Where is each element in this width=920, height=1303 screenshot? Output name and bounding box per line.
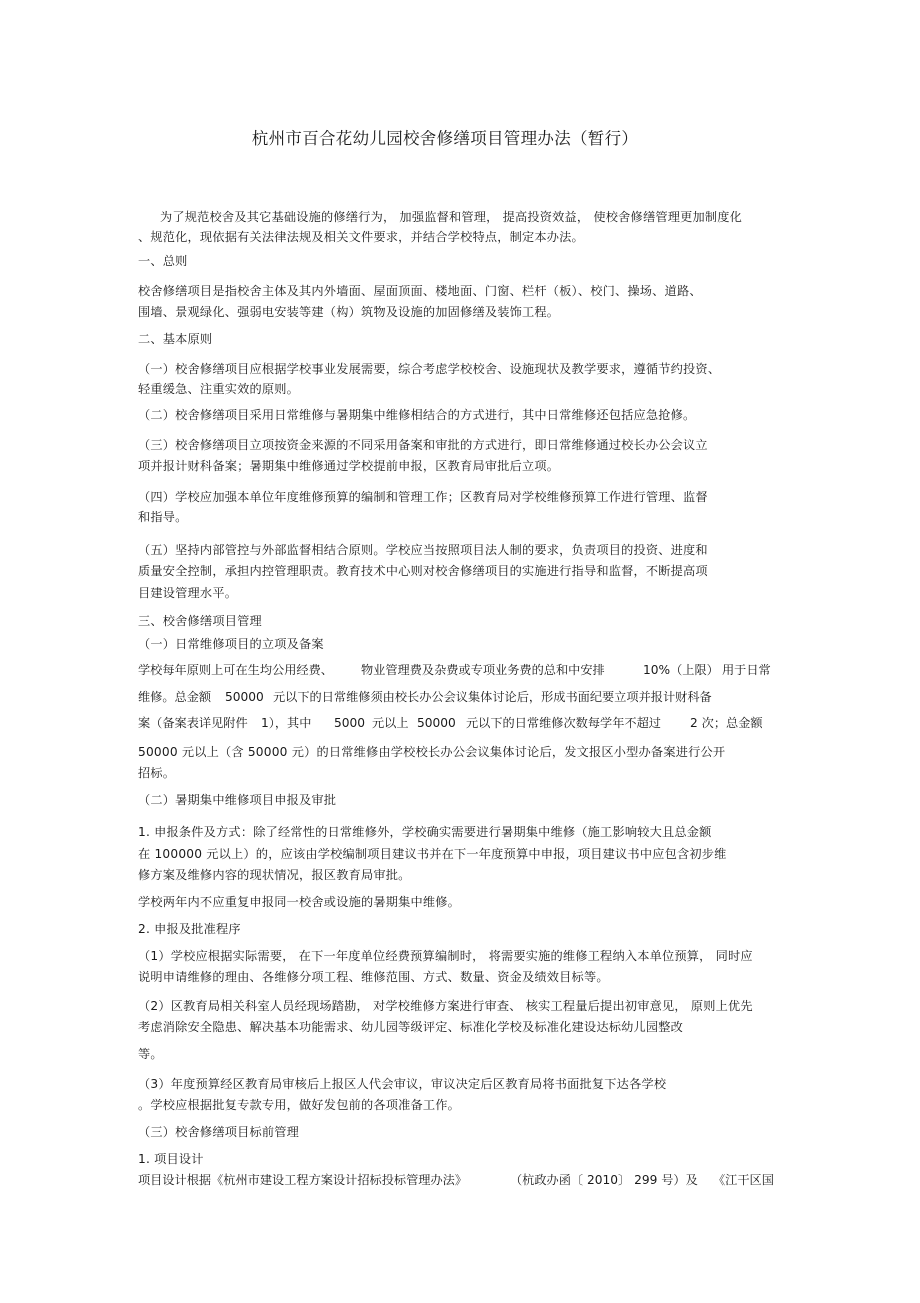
text-segment: 《江干区国 xyxy=(713,1173,774,1187)
text-segment: （杭政办函〔 2010〕 299 号）及 xyxy=(510,1173,698,1187)
general-line-2: 围墙、景观绿化、强弱电安装等建（构）筑物及设施的加固修缮及装饰工程。 xyxy=(138,305,560,319)
procedure-3-line-1: （3）年度预算经区教育局审核后上报区人代会审议，审议决定后区教育局将书面批复下达各学校 xyxy=(138,1077,667,1091)
procedure-2-line-1: （2）区教育局相关科室人员经现场踏勘， 对学校维修方案进行审查、 核实工程量后提出初审意见， 原则上优先 xyxy=(138,999,753,1013)
principle-5-line-3: 目建设管理水平。 xyxy=(138,586,238,600)
text-segment: 物业管理费及杂费或专项业务费的总和中安排 xyxy=(361,663,605,677)
text-segment: 学校每年原则上可在生均公用经费、 xyxy=(138,663,333,677)
text-segment: 2 次；总金额 xyxy=(690,716,763,730)
project-design-line xyxy=(138,1172,774,1188)
intro-line-1: 为了规范校舍及其它基础设施的修缮行为， 加强监督和管理， 提高投资效益， 使校舍修缮管理更加制度化 xyxy=(160,210,743,224)
procedure-2-line-3: 等。 xyxy=(138,1047,163,1061)
text-segment: 元以上 xyxy=(372,716,409,730)
principle-1-line-2: 轻重缓急、注重实效的原则。 xyxy=(138,382,300,396)
text-segment: 元以下的日常维修次数每学年不超过 xyxy=(466,716,661,730)
text-segment: 维修。总金额 xyxy=(138,690,212,704)
project-design-heading: 1. 项目设计 xyxy=(138,1152,204,1166)
principle-1-line-1: （一）校舍修缮项目应根据学校事业发展需要，综合考虑学校校舍、设施现状及教学要求，遵循节约投资、 xyxy=(138,362,721,376)
daily-repair-line-1 xyxy=(138,662,770,678)
procedure-1-line-1: （1）学校应根据实际需要， 在下一年度单位经费预算编制时， 将需要实施的维修工程纳入本单位预算， 同时应 xyxy=(138,949,753,963)
daily-repair-line-4: 50000 元以上（含 50000 元）的日常维修由学校校长办公会议集体讨论后，发文报区小型办备案进行公开 xyxy=(138,745,726,759)
summer-line-1: 1. 申报条件及方式：除了经常性的日常维修外，学校确实需要进行暑期集中维修（施工影响较大且总金额 xyxy=(138,825,712,839)
text-segment: 1），其中 xyxy=(261,716,312,730)
text-segment: 5000 xyxy=(334,716,366,730)
daily-repair-line-2 xyxy=(138,689,770,705)
intro-line-2: 、规范化，现依据有关法律法规及相关文件要求，并结合学校特点，制定本办法。 xyxy=(138,230,584,244)
principle-2: （二）校舍修缮项目采用日常维修与暑期集中维修相结合的方式进行，其中日常维修还包括应急抢修。 xyxy=(138,408,696,422)
procedure-2-line-2: 考虑消除安全隐患、解决基本功能需求、幼儿园等级评定、标准化学校及标准化建设达标幼儿园整改 xyxy=(138,1020,684,1034)
text-segment: 元以下的日常维修须由校长办公会议集体讨论后，形成书面纪要立项并报计财科备 xyxy=(273,690,712,704)
subheading-daily-repair: （一）日常维修项目的立项及备案 xyxy=(138,637,324,651)
principle-4-line-2: 和指导。 xyxy=(138,510,188,524)
section-heading-principles: 二、基本原则 xyxy=(138,332,213,346)
document-title: 杭州市百合花幼儿园校舍修缮项目管理办法（暂行） xyxy=(251,129,639,148)
summer-no-repeat: 学校两年内不应重复申报同一校舍或设施的暑期集中维修。 xyxy=(138,895,461,909)
summer-line-2: 在 100000 元以上）的，应该由学校编制项目建议书并在下一年度预算中申报，项目建议书中应包含初步维 xyxy=(138,847,727,861)
procedure-3-line-2: 。学校应根据批复专款专用，做好发包前的各项准备工作。 xyxy=(138,1098,461,1112)
text-segment: 用于日常 xyxy=(722,663,771,677)
text-segment: 50000 xyxy=(417,716,456,730)
section-heading-general: 一、总则 xyxy=(138,254,188,268)
principle-5-line-2: 质量安全控制，承担内控管理职责。教育技术中心则对校舍修缮项目的实施进行指导和监督，不断提高项 xyxy=(138,564,708,578)
text-segment: 项目设计根据《杭州市建设工程方案设计招标投标管理办法》 xyxy=(138,1173,468,1187)
summer-line-3: 修方案及维修内容的现状情况，报区教育局审批。 xyxy=(138,868,411,882)
subheading-pre-bid: （三）校舍修缮项目标前管理 xyxy=(138,1125,300,1139)
principle-5-line-1: （五）坚持内部管控与外部监督相结合原则。学校应当按照项目法人制的要求，负责项目的投资、进度和 xyxy=(138,543,708,557)
daily-repair-line-3 xyxy=(138,715,770,731)
text-segment: 50000 xyxy=(225,690,264,704)
subheading-summer-repair: （二）暑期集中维修项目申报及审批 xyxy=(138,793,337,807)
section-heading-management: 三、校舍修缮项目管理 xyxy=(138,614,262,628)
procedure-heading: 2. 申报及批准程序 xyxy=(138,922,241,936)
principle-4-line-1: （四）学校应加强本单位年度维修预算的编制和管理工作；区教育局对学校维修预算工作进行管理、监督 xyxy=(138,490,708,504)
text-segment: 案（备案表详见附件 xyxy=(138,716,248,730)
principle-3-line-1: （三）校舍修缮项目立项按资金来源的不同采用备案和审批的方式进行，即日常维修通过校长办公会议立 xyxy=(138,438,708,452)
procedure-1-line-2: 说明申请维修的理由、各维修分项工程、维修范围、方式、数量、资金及绩效目标等。 xyxy=(138,970,609,984)
general-line-1: 校舍修缮项目是指校舍主体及其内外墙面、屋面顶面、楼地面、门窗、栏杆（板）、校门、操场、道路、 xyxy=(138,284,702,298)
daily-repair-line-5: 招标。 xyxy=(138,766,176,780)
text-segment: 10%（上限） xyxy=(643,663,719,677)
principle-3-line-2: 项并报计财科备案；暑期集中维修通过学校提前申报，区教育局审批后立项。 xyxy=(138,459,560,473)
